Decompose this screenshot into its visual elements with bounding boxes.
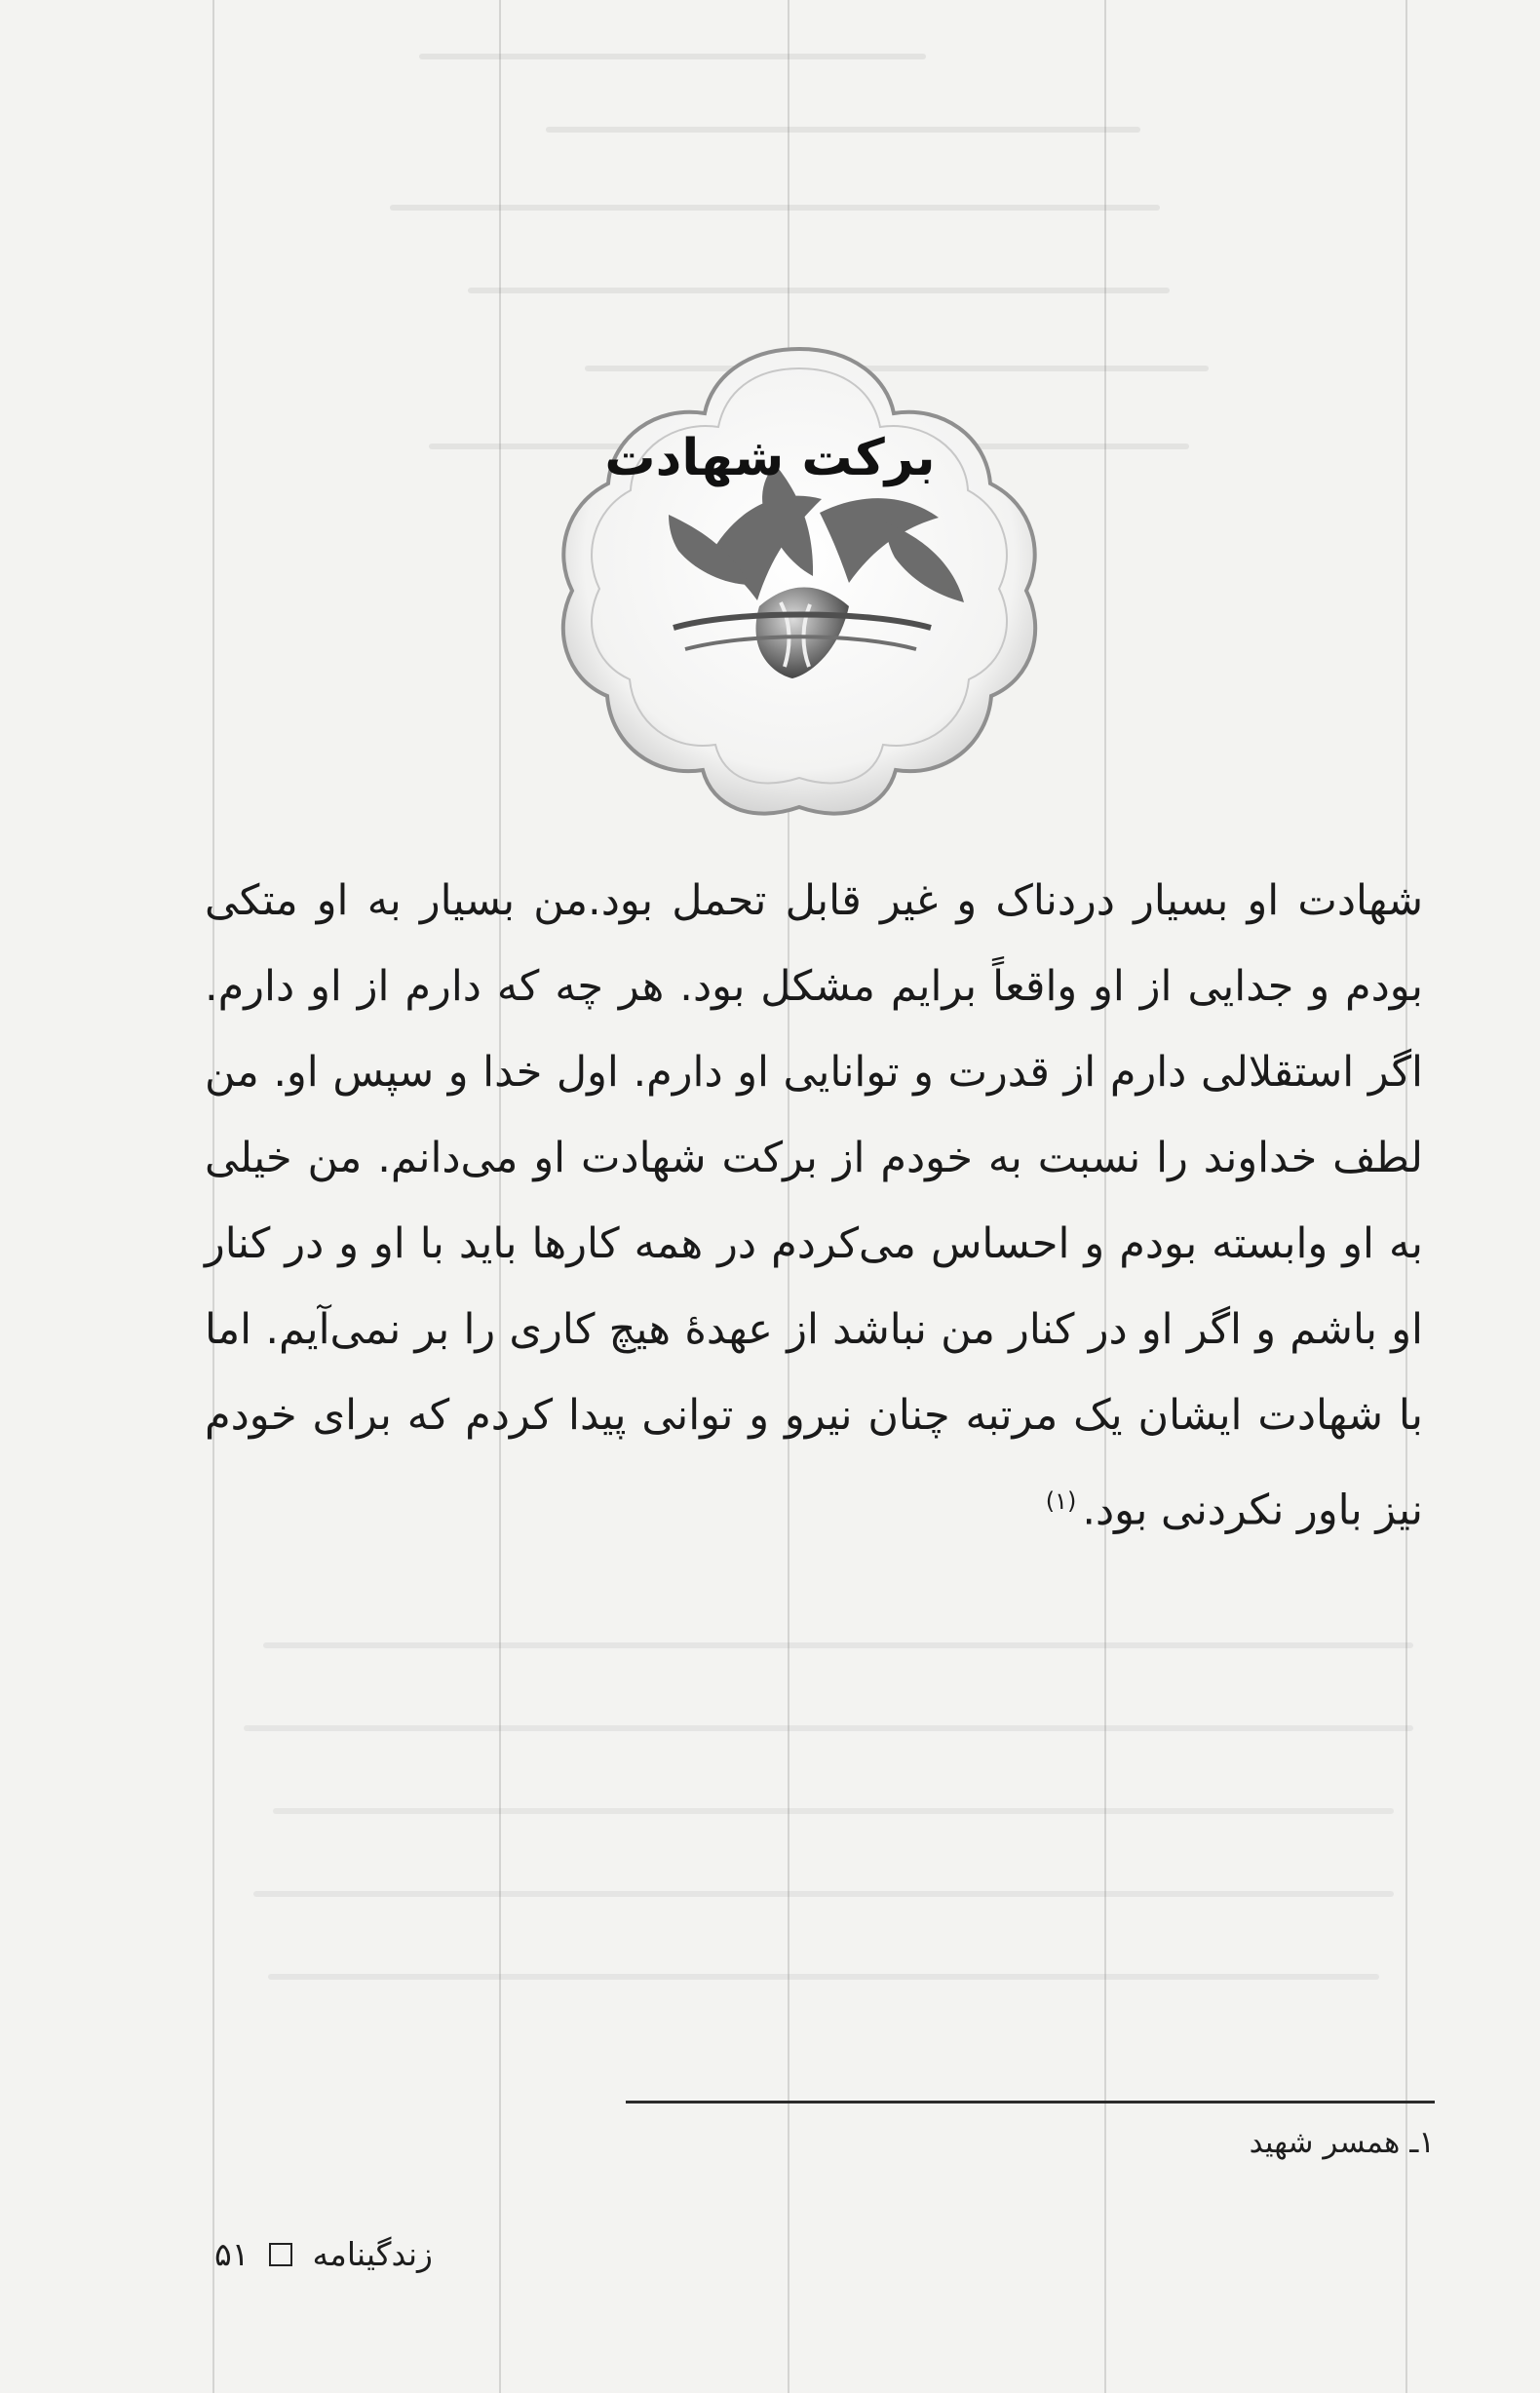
box-separator-icon — [269, 2243, 292, 2266]
lily-flower-emblem-icon — [551, 331, 1048, 819]
page-number: ۵۱ — [214, 2235, 250, 2273]
main-paragraph — [205, 858, 1423, 1553]
show-through-lower — [234, 1618, 1433, 2066]
page-title: برکت شهادت — [604, 429, 936, 487]
footnote-separator — [626, 2101, 1435, 2104]
footnote-marker: (۱) — [1045, 1487, 1077, 1515]
book-title: زندگینامه — [312, 2235, 433, 2273]
footnote-text: ۱ـ همسر شهید — [1249, 2125, 1435, 2160]
page-footer — [214, 2235, 565, 2273]
paragraph-text: شهادت او بسیار دردناک و غیر قابل تحمل بود.من بسیار به او متکی بودم و جدایی از او واقعاً برایم مشکل بود. هر چه که دارم از او دارم. اگر استقلالی دارم از قدرت و توانایی او دارم. اول خدا و سپس او. من لطف خداوند را نسبت به خودم از برکت شهادت او می‌دانم. من خیلی به او وابسته بودم و احساس می‌کردم در همه کارها باید با او و در کنار او باشم و اگر او در کنار من نباشد از عهدۀ هیچ کاری را بر نمی‌آیم. اما با شهادت ایشان یک مرتبه چنان نیرو و توانی پیدا کردم که برای خودم نیز باور نکردنی بود. — [205, 876, 1423, 1535]
